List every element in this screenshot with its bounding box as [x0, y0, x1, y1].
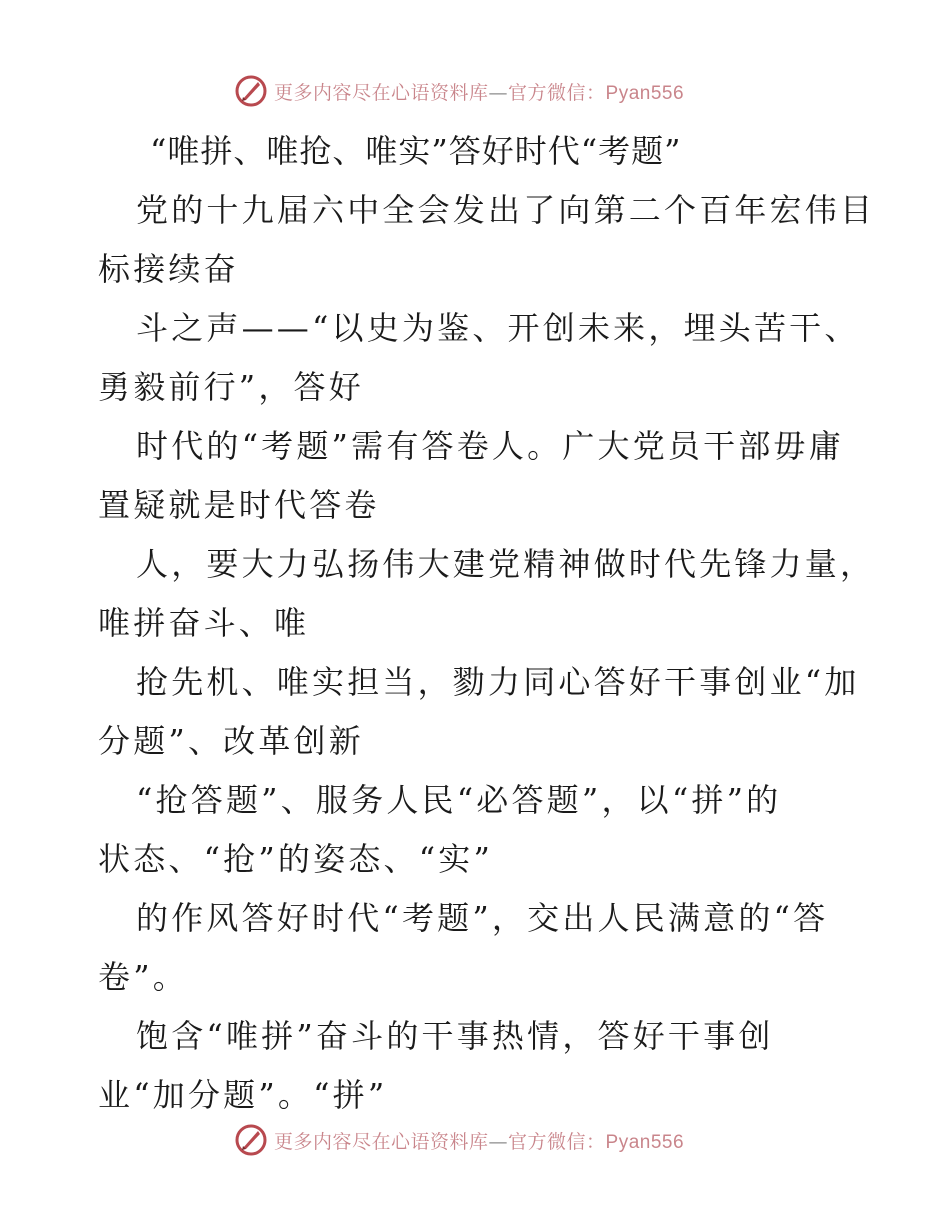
paragraph-line: 勇毅前行”，答好 — [98, 368, 364, 406]
watermark-wechat-text: 官方微信：Pyan556 — [508, 82, 685, 104]
red-quill-seal-icon — [234, 1123, 268, 1157]
header-watermark — [234, 72, 714, 110]
document-title: “唯拼、唯抢、唯实”答好时代“考题” — [150, 132, 682, 170]
paragraph-line: 党的十九届六中全会发出了向第二个百年宏伟目 — [136, 191, 876, 229]
paragraph-line: 分题”、改革创新 — [98, 722, 364, 760]
paragraph-line: “抢答题”、服务人民“必答题”，以“拼”的 — [136, 781, 782, 819]
watermark-separator: — — [488, 1130, 509, 1153]
paragraph-line: 时代的“考题”需有答卷人。广大党员干部毋庸 — [136, 427, 844, 465]
paragraph-line: 斗之声——“以史为鉴、开创未来，埋头苦干、 — [136, 309, 860, 347]
paragraph-line: 饱含“唯拼”奋斗的干事热情，答好干事创 — [136, 1017, 774, 1055]
paragraph-line: 标接续奋 — [98, 250, 239, 288]
watermark-separator: — — [488, 81, 509, 104]
footer-watermark — [234, 1121, 714, 1159]
paragraph-line: 抢先机、唯实担当，勠力同心答好干事创业“加 — [136, 663, 860, 701]
paragraph-line: 人，要大力弘扬伟大建党精神做时代先锋力量， — [136, 545, 876, 583]
paragraph-line: 置疑就是时代答卷 — [98, 486, 380, 524]
red-quill-seal-icon — [234, 74, 268, 108]
watermark-site-text: 更多内容尽在心语资料库 — [274, 1130, 489, 1153]
watermark-wechat-text: 官方微信：Pyan556 — [508, 1131, 685, 1153]
paragraph-line: 卷”。 — [98, 958, 188, 996]
paragraph-line: 的作风答好时代“考题”，交出人民满意的“答 — [136, 899, 829, 937]
document-body — [98, 122, 876, 1125]
paragraph-line: 状态、“抢”的姿态、“实” — [98, 840, 494, 878]
paragraph-line: 唯拼奋斗、唯 — [98, 604, 310, 642]
paragraph-line: 业“加分题”。“拼” — [98, 1076, 388, 1114]
watermark-site-text: 更多内容尽在心语资料库 — [274, 81, 489, 104]
